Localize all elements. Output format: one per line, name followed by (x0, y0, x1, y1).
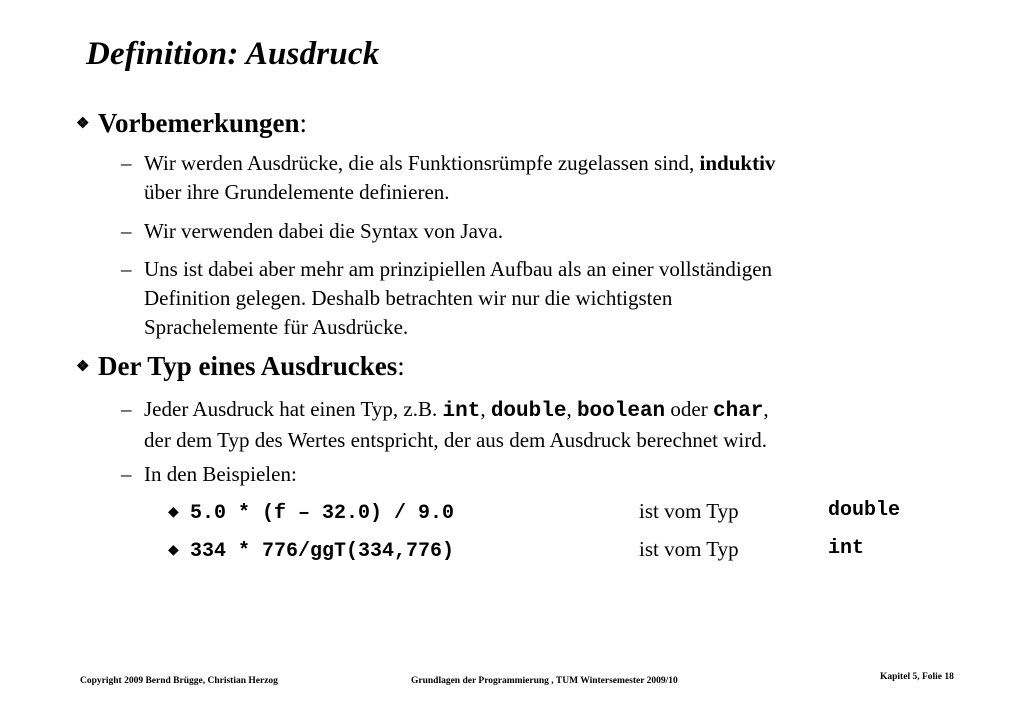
list-item-line: über ihre Grundelemente definieren. (144, 180, 450, 204)
list-item-line: Jeder Ausdruck hat einen Typ, z.B. int, double, boolean oder char, (144, 397, 769, 423)
example-expression: 334 * 776/ggT(334,776) (190, 540, 455, 563)
keyword-boolean: boolean (576, 400, 666, 423)
footer-copyright: Copyright 2009 Bernd Brügge, Christian Herzog (80, 676, 278, 686)
heading-text: Vorbemerkungen (98, 108, 300, 138)
emphasis-induktiv: induktiv (699, 151, 776, 175)
list-item (121, 149, 775, 207)
dash-bullet: – (121, 257, 132, 281)
list-item (121, 255, 772, 342)
dash-bullet: – (121, 219, 132, 243)
list-item (121, 460, 297, 489)
example-label: ist vom Typ (639, 499, 739, 523)
heading-text: Der Typ eines Ausdruckes (98, 351, 398, 381)
list-item (121, 217, 503, 246)
example-expression: 5.0 * (f – 32.0) / 9.0 (190, 502, 455, 525)
dash-bullet: – (121, 462, 132, 486)
list-item-line: Definition gelegen. Deshalb betrachten wir nur die wichtigsten (144, 286, 673, 310)
example-type: double (828, 499, 901, 522)
list-item-line: Wir werden Ausdrücke, die als Funktionsrümpfe zugelassen sind, induktiv (144, 151, 776, 175)
slide-title: Definition: Ausdruck (86, 36, 380, 72)
list-item-line: Sprachelemente für Ausdrücke. (144, 315, 409, 339)
list-item-line: der dem Typ des Wertes entspricht, der aus dem Ausdruck berechnet wird. (144, 428, 767, 452)
footer-course: Grundlagen der Programmierung , TUM Wintersemester 2009/10 (411, 676, 678, 686)
heading-colon: : (299, 108, 308, 138)
keyword-double: double (490, 400, 567, 423)
example-row (168, 499, 901, 525)
small-diamond-bullet-icon: ◆ (168, 543, 179, 558)
heading-colon: : (397, 351, 405, 381)
keyword-int: int (442, 400, 481, 423)
section-heading-vorbemerkungen (76, 108, 307, 139)
list-item-line: In den Beispielen: (144, 462, 297, 486)
list-item (121, 395, 769, 455)
list-item-line: Uns ist dabei aber mehr am prinzipiellen Aufbau als an einer vollständigen (144, 257, 773, 281)
diamond-bullet-icon: ❖ (76, 359, 90, 375)
dash-bullet: – (121, 397, 132, 421)
small-diamond-bullet-icon: ◆ (168, 505, 179, 520)
example-type: int (828, 537, 865, 560)
section-heading-typ (76, 351, 405, 382)
diamond-bullet-icon: ❖ (76, 116, 90, 132)
list-item-line: Wir verwenden dabei die Syntax von Java. (144, 219, 503, 243)
example-row (168, 537, 865, 563)
example-label: ist vom Typ (639, 537, 739, 561)
dash-bullet: – (121, 151, 132, 175)
keyword-char: char (712, 400, 764, 423)
footer-slide-number: Kapitel 5, Folie 18 (880, 672, 954, 682)
